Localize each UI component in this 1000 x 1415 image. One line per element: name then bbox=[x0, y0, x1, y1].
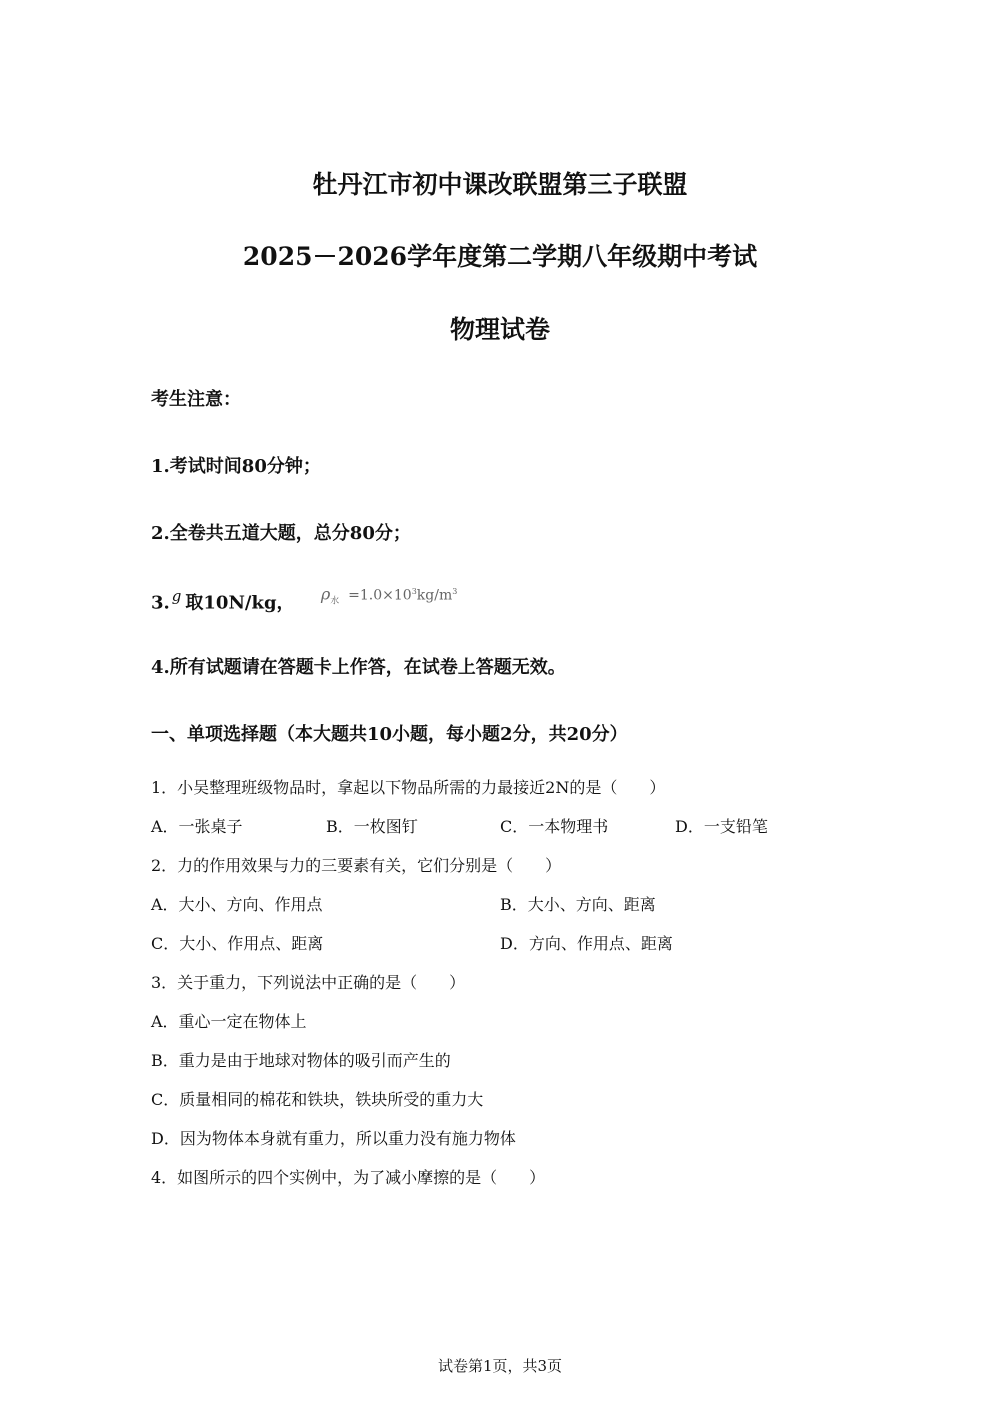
exam-title-line3: 物理试卷 bbox=[449, 315, 550, 344]
question-2-option-c: C．大小、作用点、距离 bbox=[151, 934, 324, 953]
question-1-option-d: D．一支铅笔 bbox=[675, 817, 768, 836]
question-2-option-d: D．方向、作用点、距离 bbox=[500, 934, 673, 953]
question-3-stem: 3．关于重力，下列说法中正确的是（ ） bbox=[151, 973, 466, 992]
question-2-stem: 2．力的作用效果与力的三要素有关，它们分别是（ ） bbox=[151, 856, 562, 875]
question-3-option-d: D．因为物体本身就有重力，所以重力没有施力物体 bbox=[151, 1129, 516, 1148]
question-2-option-b: B．大小、方向、距离 bbox=[500, 895, 656, 914]
notice-item-3 bbox=[151, 584, 458, 622]
notice-heading: 考生注意： bbox=[151, 389, 241, 410]
notice-item-2: 2.全卷共五道大题，总分80分； bbox=[151, 523, 411, 544]
exam-title-line2: 2025－2026学年度第二学期八年级期中考试 bbox=[242, 242, 758, 271]
question-1-option-a: A．一张桌子 bbox=[151, 817, 243, 836]
exam-title-line1: 牡丹江市初中课改联盟第三子联盟 bbox=[312, 170, 688, 199]
question-4-stem: 4．如图所示的四个实例中，为了减小摩擦的是（ ） bbox=[151, 1168, 546, 1187]
question-2-option-a: A．大小、方向、作用点 bbox=[151, 895, 323, 914]
question-3-option-b: B．重力是由于地球对物体的吸引而产生的 bbox=[151, 1051, 451, 1070]
page-footer: 试卷第1页，共3页 bbox=[437, 1357, 563, 1375]
section-1-heading: 一、单项选择题（本大题共10小题，每小题2分，共20分） bbox=[151, 724, 628, 745]
question-1-stem: 1．小吴整理班级物品时，拿起以下物品所需的力最接近2N的是（ ） bbox=[151, 778, 666, 797]
notice-item-3-text: 取10N/kg， bbox=[185, 592, 295, 614]
question-1-option-b: B．一枚图钉 bbox=[326, 817, 418, 836]
gravity-symbol: g bbox=[171, 586, 182, 605]
notice-item-4: 4.所有试题请在答题卡上作答，在试卷上答题无效。 bbox=[151, 657, 566, 678]
question-3-option-a: A．重心一定在物体上 bbox=[151, 1012, 307, 1031]
question-1-option-c: C．一本物理书 bbox=[500, 817, 609, 836]
water-density-formula: $\rho_水 =1.0\times 10^3kg/m^3$ bbox=[320, 584, 458, 607]
question-3-option-c: C．质量相同的棉花和铁块，铁块所受的重力大 bbox=[151, 1090, 484, 1109]
notice-item-1: 1.考试时间80分钟； bbox=[151, 456, 321, 477]
notice-item-3-prefix: 3. bbox=[151, 592, 170, 614]
